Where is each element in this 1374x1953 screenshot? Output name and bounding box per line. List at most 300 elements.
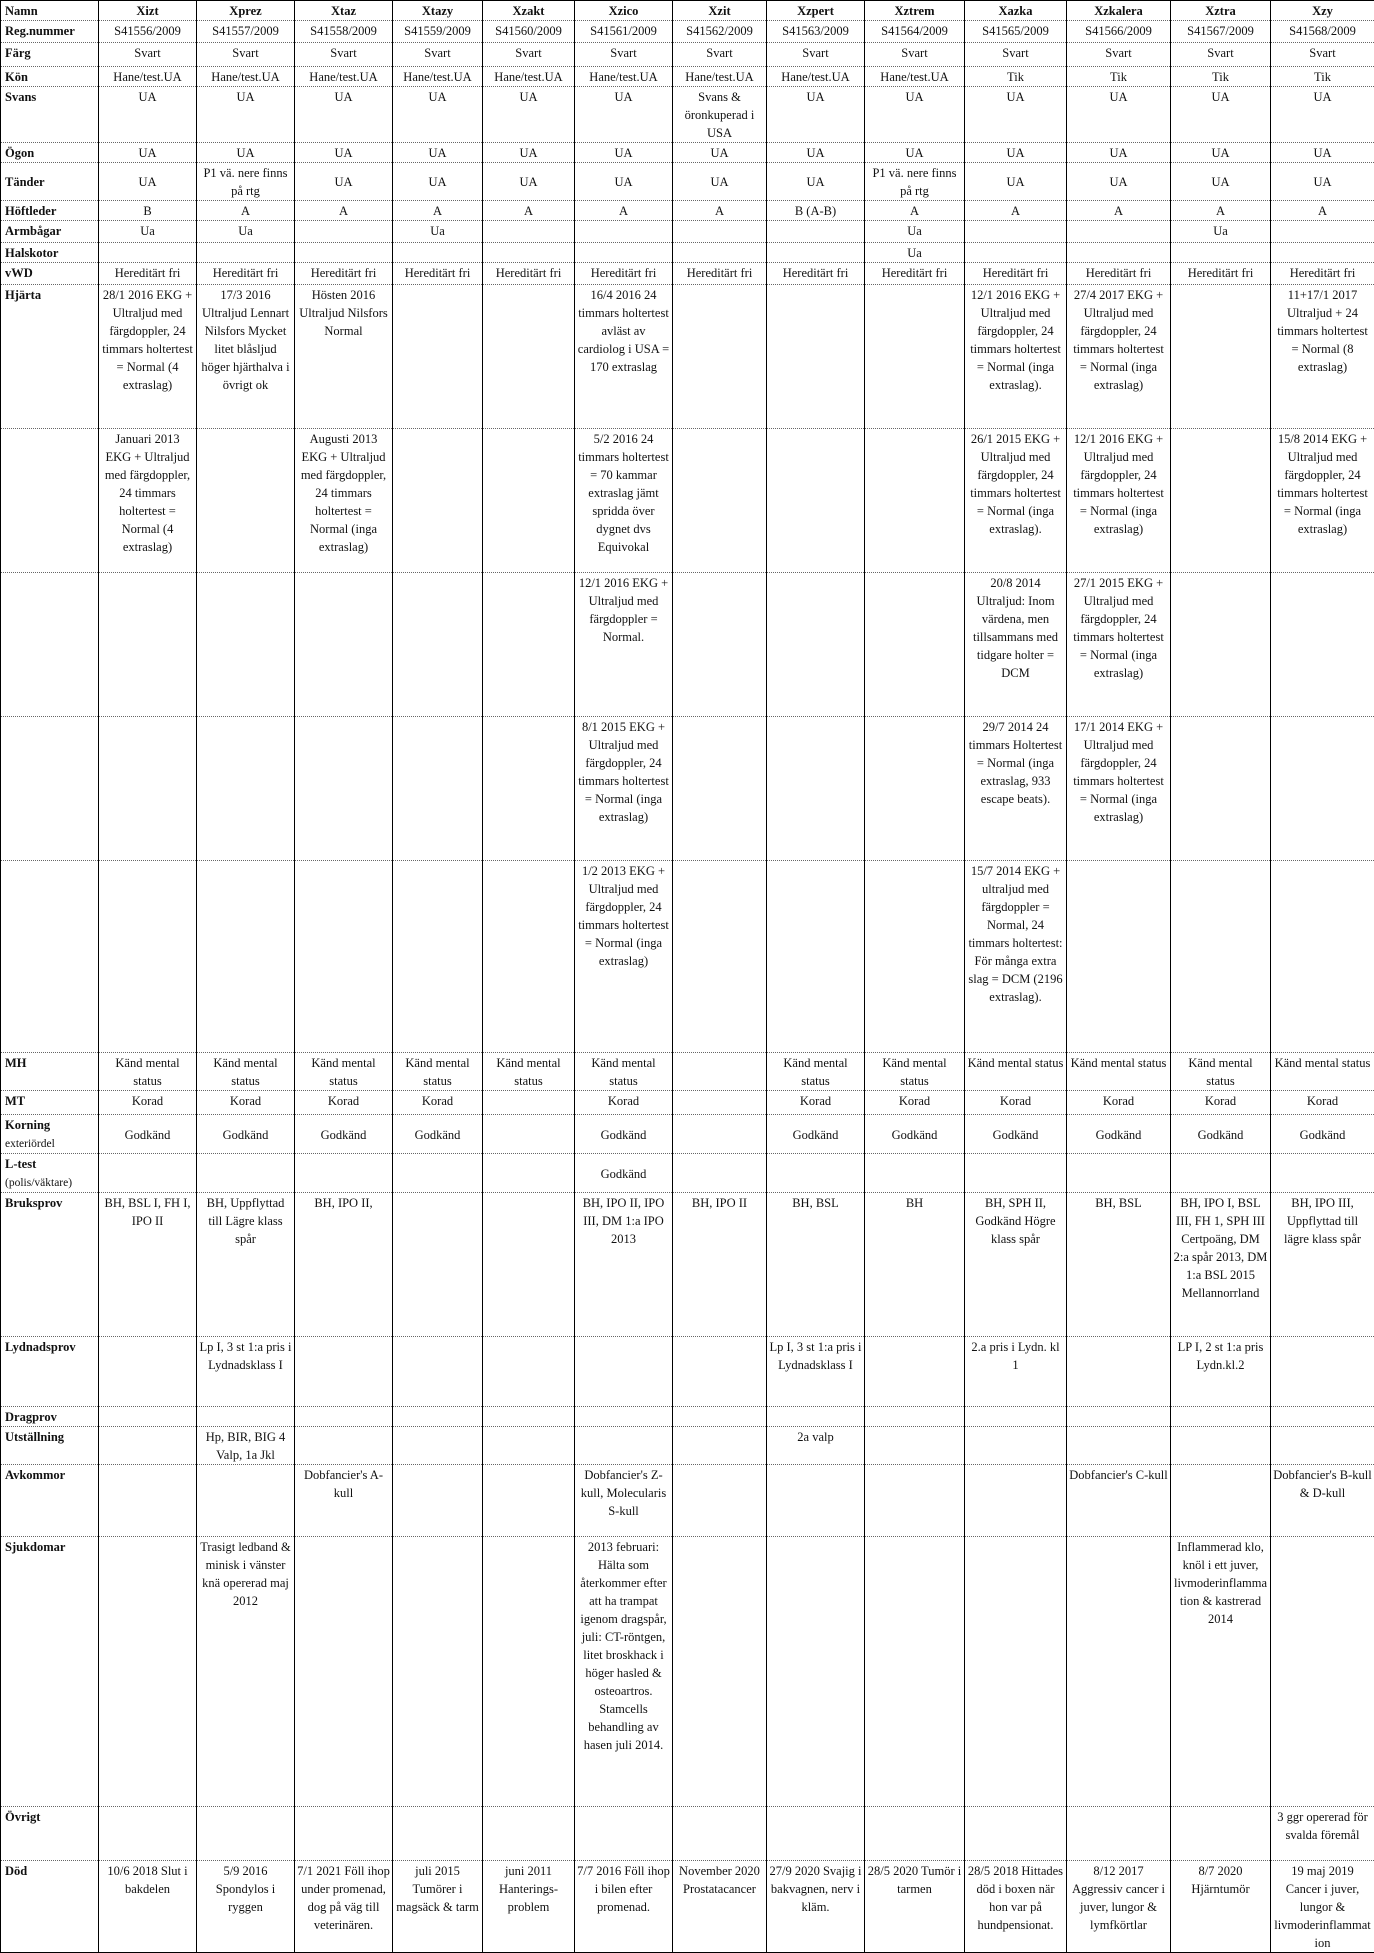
- table-cell: [965, 1154, 1067, 1193]
- row-label-text: Reg.nummer: [5, 24, 75, 38]
- row-label-text: MT: [5, 1094, 25, 1108]
- table-cell: [865, 285, 965, 429]
- table-cell: [1171, 573, 1271, 717]
- table-cell: Känd mental status: [295, 1053, 393, 1091]
- table-cell: [1271, 1337, 1374, 1407]
- table-cell: UA: [483, 163, 575, 201]
- table-cell: 17/3 2016 Ultraljud Lennart Nilsfors Mycket litet blåsljud höger hjärthalva i övrigt ok: [197, 285, 295, 429]
- row-label-text: Armbågar: [5, 224, 61, 238]
- table-cell: Hane/test.UA: [673, 67, 767, 87]
- table-cell: UA: [483, 87, 575, 143]
- row-label: [1, 1091, 99, 1115]
- table-cell: A: [1271, 201, 1374, 221]
- table-cell: [483, 243, 575, 263]
- table-cell: [483, 717, 575, 861]
- row-label: [1, 1537, 99, 1807]
- table-cell: UA: [575, 163, 673, 201]
- row-label-text: Bruksprov: [5, 1196, 62, 1210]
- row-label: [1, 221, 99, 243]
- table-cell: [1067, 221, 1171, 243]
- table-cell: [673, 1407, 767, 1427]
- table-cell: 19 maj 2019 Cancer i juver, lungor & livmoderinflammation: [1271, 1861, 1374, 1953]
- table-cell: P1 vä. nere finns på rtg: [865, 163, 965, 201]
- table-cell: [393, 243, 483, 263]
- table-cell: November 2020 Prostatacancer: [673, 1861, 767, 1953]
- row-label-text: Tänder: [5, 175, 45, 189]
- table-cell: Svart: [575, 43, 673, 67]
- table-cell: 20/8 2014 Ultraljud: Inom värdena, men tillsammans med tidgare holter = DCM: [965, 573, 1067, 717]
- row-label: [1, 1807, 99, 1861]
- table-cell: LP I, 2 st 1:a pris Lydn.kl.2: [1171, 1337, 1271, 1407]
- table-cell: UA: [1271, 143, 1374, 163]
- table-cell: Augusti 2013 EKG + Ultraljud med färgdoppler, 24 timmars holtertest = Normal (inga extraslag): [295, 429, 393, 573]
- table-cell: [673, 1053, 767, 1091]
- table-cell: BH, IPO II: [673, 1193, 767, 1337]
- table-cell: Känd mental status: [767, 1053, 865, 1091]
- table-cell: Känd mental status: [483, 1053, 575, 1091]
- table-cell: [1271, 573, 1374, 717]
- table-row: [1, 1807, 1374, 1861]
- table-cell: 2a valp: [767, 1427, 865, 1465]
- table-cell: [1271, 221, 1374, 243]
- table-cell: [1171, 1465, 1271, 1537]
- row-label: [1, 1427, 99, 1465]
- row-label: [1, 861, 99, 1053]
- table-cell: [99, 243, 197, 263]
- table-cell: [197, 861, 295, 1053]
- table-cell: UA: [393, 143, 483, 163]
- row-label: [1, 163, 99, 201]
- table-cell: Känd mental status: [393, 1053, 483, 1091]
- row-label-text: Sjukdomar: [5, 1540, 65, 1554]
- table-cell: [295, 861, 393, 1053]
- table-cell: UA: [767, 163, 865, 201]
- table-cell: B: [99, 201, 197, 221]
- table-cell: Godkänd: [1171, 1115, 1271, 1154]
- table-cell: [767, 1465, 865, 1537]
- table-row: [1, 573, 1374, 717]
- table-row: [1, 21, 1374, 43]
- table-cell: Hereditärt fri: [673, 263, 767, 285]
- table-cell: UA: [197, 143, 295, 163]
- table-cell: [673, 243, 767, 263]
- table-cell: BH, IPO III, Uppflyttad till lägre klass spår: [1271, 1193, 1374, 1337]
- table-cell: Hösten 2016 Ultraljud Nilsfors Normal: [295, 285, 393, 429]
- table-cell: UA: [1067, 143, 1171, 163]
- table-cell: Korad: [767, 1091, 865, 1115]
- table-cell: Hereditärt fri: [197, 263, 295, 285]
- table-cell: [575, 1807, 673, 1861]
- table-cell: UA: [965, 143, 1067, 163]
- table-cell: [965, 221, 1067, 243]
- row-label: [1, 1407, 99, 1427]
- table-cell: [393, 1193, 483, 1337]
- table-row: [1, 43, 1374, 67]
- row-label: [1, 243, 99, 263]
- table-cell: UA: [295, 87, 393, 143]
- table-cell: 7/1 2021 Föll ihop under promenad, dog på väg till veterinären.: [295, 1861, 393, 1953]
- row-label: [1, 1861, 99, 1953]
- table-cell: Dobfancier's A-kull: [295, 1465, 393, 1537]
- table-cell: Hereditärt fri: [1067, 263, 1171, 285]
- table-cell: 5/9 2016 Spondylos i ryggen: [197, 1861, 295, 1953]
- table-cell: [865, 1537, 965, 1807]
- table-cell: [1067, 1807, 1171, 1861]
- row-label-text: MH: [5, 1056, 27, 1070]
- table-cell: 28/5 2018 Hittades död i boxen när hon var på hundpensionat.: [965, 1861, 1067, 1953]
- row-label: [1, 1465, 99, 1537]
- table-cell: 12/1 2016 EKG + Ultraljud med färgdoppler = Normal.: [575, 573, 673, 717]
- row-label-text: Dragprov: [5, 1410, 57, 1424]
- table-cell: [483, 1407, 575, 1427]
- table-cell: S41564/2009: [865, 21, 965, 43]
- table-cell: Ua: [865, 243, 965, 263]
- table-cell: [673, 429, 767, 573]
- table-cell: 1/2 2013 EKG + Ultraljud med färgdoppler, 24 timmars holtertest = Normal (inga extraslag): [575, 861, 673, 1053]
- table-cell: [673, 1115, 767, 1154]
- table-cell: [865, 1337, 965, 1407]
- table-cell: Hereditärt fri: [1271, 263, 1374, 285]
- row-label: [1, 1337, 99, 1407]
- table-cell: [1271, 243, 1374, 263]
- table-cell: [393, 1537, 483, 1807]
- table-cell: Ua: [99, 221, 197, 243]
- table-cell: UA: [295, 143, 393, 163]
- row-label-text: Övrigt: [5, 1810, 40, 1824]
- table-cell: UA: [483, 143, 575, 163]
- table-cell: [767, 221, 865, 243]
- table-cell: [575, 243, 673, 263]
- table-cell: [673, 1091, 767, 1115]
- table-cell: [575, 1337, 673, 1407]
- table-cell: Svart: [767, 43, 865, 67]
- table-cell: [767, 717, 865, 861]
- table-cell: Hereditärt fri: [965, 263, 1067, 285]
- table-cell: [965, 1465, 1067, 1537]
- table-cell: Inflammerad klo, knöl i ett juver, livmoderinflammation & kastrerad 2014: [1171, 1537, 1271, 1807]
- table-cell: [483, 1115, 575, 1154]
- table-cell: [865, 1807, 965, 1861]
- table-cell: [393, 1807, 483, 1861]
- table-cell: [295, 1807, 393, 1861]
- table-cell: Svart: [965, 43, 1067, 67]
- table-cell: 2.a pris i Lydn. kl 1: [965, 1337, 1067, 1407]
- table-cell: S41566/2009: [1067, 21, 1171, 43]
- table-cell: Korad: [1271, 1091, 1374, 1115]
- table-cell: Tik: [1271, 67, 1374, 87]
- table-row: [1, 717, 1374, 861]
- row-label-text: Död: [5, 1864, 27, 1878]
- table-cell: 15/8 2014 EKG + Ultraljud med färgdoppler, 24 timmars holtertest = Normal (inga extraslag): [1271, 429, 1374, 573]
- table-cell: A: [197, 201, 295, 221]
- table-cell: 7/7 2016 Föll ihop i bilen efter promenad.: [575, 1861, 673, 1953]
- table-cell: [99, 1807, 197, 1861]
- table-cell: Svart: [197, 43, 295, 67]
- table-row: [1, 1091, 1374, 1115]
- row-label: [1, 573, 99, 717]
- table-cell: Känd mental status: [865, 1053, 965, 1091]
- table-cell: Godkänd: [767, 1115, 865, 1154]
- table-cell: Känd mental status: [575, 1053, 673, 1091]
- table-cell: [767, 1537, 865, 1807]
- table-row: [1, 67, 1374, 87]
- table-cell: 10/6 2018 Slut i bakdelen: [99, 1861, 197, 1953]
- table-cell: [1271, 861, 1374, 1053]
- table-cell: BH, BSL I, FH I, IPO II: [99, 1193, 197, 1337]
- table-cell: 8/12 2017 Aggressiv cancer i juver, lungor & lymfkörtlar: [1067, 1861, 1171, 1953]
- table-cell: Svart: [1271, 43, 1374, 67]
- table-row: [1, 285, 1374, 429]
- table-cell: A: [575, 201, 673, 221]
- table-cell: S41557/2009: [197, 21, 295, 43]
- dog-name-header: Xzakt: [483, 1, 575, 21]
- row-label: [1, 1193, 99, 1337]
- table-cell: Svart: [865, 43, 965, 67]
- table-cell: [483, 1427, 575, 1465]
- table-cell: 28/5 2020 Tumör i tarmen: [865, 1861, 965, 1953]
- table-row: [1, 429, 1374, 573]
- table-cell: UA: [197, 87, 295, 143]
- table-row: [1, 87, 1374, 143]
- table-cell: [197, 1465, 295, 1537]
- row-label-text: Ögon: [5, 146, 34, 160]
- dog-name-header: Xtazy: [393, 1, 483, 21]
- table-cell: [767, 243, 865, 263]
- table-cell: [673, 1427, 767, 1465]
- table-cell: [99, 1337, 197, 1407]
- table-cell: BH, IPO II, IPO III, DM 1:a IPO 2013: [575, 1193, 673, 1337]
- table-cell: juni 2011 Hanterings-problem: [483, 1861, 575, 1953]
- table-cell: [673, 573, 767, 717]
- table-cell: S41563/2009: [767, 21, 865, 43]
- table-cell: Känd mental status: [1067, 1053, 1171, 1091]
- table-cell: 29/7 2014 24 timmars Holtertest = Normal (inga extraslag, 933 escape beats).: [965, 717, 1067, 861]
- table-cell: 27/4 2017 EKG + Ultraljud med färgdoppler, 24 timmars holtertest = Normal (inga extraslag): [1067, 285, 1171, 429]
- table-cell: UA: [1271, 87, 1374, 143]
- table-cell: Hereditärt fri: [393, 263, 483, 285]
- table-cell: Hane/test.UA: [197, 67, 295, 87]
- table-cell: S41556/2009: [99, 21, 197, 43]
- dog-name-header: Xizt: [99, 1, 197, 21]
- table-cell: [1171, 1427, 1271, 1465]
- table-cell: Känd mental status: [965, 1053, 1067, 1091]
- table-cell: [673, 1807, 767, 1861]
- table-cell: Korad: [965, 1091, 1067, 1115]
- dog-name-header: Xzit: [673, 1, 767, 21]
- table-cell: Känd mental status: [1171, 1053, 1271, 1091]
- table-cell: UA: [965, 87, 1067, 143]
- table-cell: UA: [673, 163, 767, 201]
- table-cell: [393, 717, 483, 861]
- table-cell: UA: [295, 163, 393, 201]
- table-cell: UA: [673, 143, 767, 163]
- row-label-text: Färg: [5, 46, 31, 60]
- table-cell: UA: [1171, 143, 1271, 163]
- table-cell: [965, 1537, 1067, 1807]
- table-cell: [575, 1407, 673, 1427]
- table-cell: Svart: [673, 43, 767, 67]
- table-cell: [197, 1807, 295, 1861]
- table-cell: [673, 221, 767, 243]
- table-cell: [1171, 243, 1271, 263]
- table-cell: [295, 1407, 393, 1427]
- table-cell: Hereditärt fri: [483, 263, 575, 285]
- table-cell: A: [865, 201, 965, 221]
- table-cell: juli 2015 Tumörer i magsäck & tarm: [393, 1861, 483, 1953]
- table-cell: 12/1 2016 EKG + Ultraljud med färgdoppler, 24 timmars holtertest = Normal (inga extraslag).: [965, 285, 1067, 429]
- row-label: [1, 67, 99, 87]
- table-cell: [575, 221, 673, 243]
- row-label-text: Halskotor: [5, 246, 58, 260]
- row-label: [1, 201, 99, 221]
- table-cell: [767, 861, 865, 1053]
- row-label-text: Korning: [5, 1118, 50, 1132]
- table-cell: [1067, 1154, 1171, 1193]
- table-cell: Hereditärt fri: [295, 263, 393, 285]
- table-row: [1, 243, 1374, 263]
- table-cell: [1171, 1154, 1271, 1193]
- row-label: [1, 43, 99, 67]
- table-cell: Tik: [1067, 67, 1171, 87]
- table-cell: Hane/test.UA: [865, 67, 965, 87]
- row-label-text: vWD: [5, 266, 33, 280]
- table-cell: [99, 717, 197, 861]
- table-cell: BH, IPO I, BSL III, FH 1, SPH III Certpoäng, DM 2:a spår 2013, DM 1:a BSL 2015 Mellannorrland: [1171, 1193, 1271, 1337]
- row-label: [1, 717, 99, 861]
- table-cell: S41560/2009: [483, 21, 575, 43]
- table-cell: Hereditärt fri: [99, 263, 197, 285]
- table-cell: [673, 1465, 767, 1537]
- table-cell: [393, 285, 483, 429]
- table-cell: [295, 573, 393, 717]
- table-cell: Ua: [197, 221, 295, 243]
- dog-name-header: Xzico: [575, 1, 673, 21]
- table-cell: [865, 1465, 965, 1537]
- table-cell: [767, 1154, 865, 1193]
- table-row: [1, 143, 1374, 163]
- table-cell: [965, 1427, 1067, 1465]
- table-cell: Januari 2013 EKG + Ultraljud med färgdoppler, 24 timmars holtertest = Normal (4 extraslag): [99, 429, 197, 573]
- table-cell: 3 ggr opererad för svalda föremål: [1271, 1807, 1374, 1861]
- table-cell: BH: [865, 1193, 965, 1337]
- table-row: [1, 1115, 1374, 1154]
- table-cell: UA: [865, 143, 965, 163]
- table-cell: A: [295, 201, 393, 221]
- table-cell: UA: [575, 87, 673, 143]
- row-label-text: Svans: [5, 90, 36, 104]
- table-cell: [295, 1537, 393, 1807]
- table-cell: 27/1 2015 EKG + Ultraljud med färgdoppler, 24 timmars holtertest = Normal (inga extraslag): [1067, 573, 1171, 717]
- table-cell: Känd mental status: [1271, 1053, 1374, 1091]
- table-cell: [673, 1537, 767, 1807]
- row-label-sub: exteriördel: [5, 1138, 55, 1150]
- table-cell: [767, 573, 865, 717]
- table-cell: Ua: [1171, 221, 1271, 243]
- table-cell: Hereditärt fri: [575, 263, 673, 285]
- table-cell: [865, 1427, 965, 1465]
- table-cell: Korad: [99, 1091, 197, 1115]
- table-cell: [673, 1337, 767, 1407]
- table-cell: [483, 1154, 575, 1193]
- row-label-sub: (polis/väktare): [5, 1177, 72, 1189]
- table-cell: [767, 1807, 865, 1861]
- table-row: [1, 861, 1374, 1053]
- table-cell: 8/1 2015 EKG + Ultraljud med färgdoppler, 24 timmars holtertest = Normal (inga extraslag): [575, 717, 673, 861]
- table-cell: 11+17/1 2017 Ultraljud + 24 timmars holtertest = Normal (8 extraslag): [1271, 285, 1374, 429]
- table-cell: Svart: [99, 43, 197, 67]
- table-cell: A: [1067, 201, 1171, 221]
- table-cell: UA: [99, 87, 197, 143]
- table-cell: [767, 1407, 865, 1427]
- table-cell: BH, BSL: [1067, 1193, 1171, 1337]
- table-cell: [483, 1537, 575, 1807]
- table-row: [1, 263, 1374, 285]
- table-cell: UA: [393, 163, 483, 201]
- table-cell: [483, 1337, 575, 1407]
- table-cell: [393, 1154, 483, 1193]
- table-cell: UA: [393, 87, 483, 143]
- table-cell: A: [393, 201, 483, 221]
- table-cell: [1271, 1154, 1374, 1193]
- table-cell: Godkänd: [1067, 1115, 1171, 1154]
- table-row: [1, 1465, 1374, 1537]
- table-cell: Tik: [1171, 67, 1271, 87]
- table-cell: [99, 1407, 197, 1427]
- table-cell: S41561/2009: [575, 21, 673, 43]
- table-cell: [99, 573, 197, 717]
- table-cell: Ua: [865, 221, 965, 243]
- table-cell: [99, 861, 197, 1053]
- table-cell: [865, 1407, 965, 1427]
- table-cell: [483, 1091, 575, 1115]
- table-cell: Ua: [393, 221, 483, 243]
- table-cell: UA: [99, 143, 197, 163]
- table-cell: [865, 1154, 965, 1193]
- table-cell: 16/4 2016 24 timmars holtertest avläst av cardiolog i USA = 170 extraslag: [575, 285, 673, 429]
- table-cell: [865, 429, 965, 573]
- table-cell: S41565/2009: [965, 21, 1067, 43]
- table-cell: Korad: [393, 1091, 483, 1115]
- table-cell: [965, 1407, 1067, 1427]
- dog-name-header: Xzkalera: [1067, 1, 1171, 21]
- table-cell: Hereditärt fri: [1171, 263, 1271, 285]
- header-label: Namn: [1, 1, 99, 21]
- row-label: [1, 87, 99, 143]
- table-cell: Dobfancier's B-kull & D-kull: [1271, 1465, 1374, 1537]
- table-row: [1, 1537, 1374, 1807]
- table-cell: UA: [1171, 163, 1271, 201]
- table-row: [1, 1053, 1374, 1091]
- table-cell: [1171, 1407, 1271, 1427]
- table-cell: [865, 861, 965, 1053]
- table-cell: 5/2 2016 24 timmars holtertest = 70 kammar extraslag jämt spridda över dygnet dvs Equivokal: [575, 429, 673, 573]
- table-cell: UA: [767, 143, 865, 163]
- table-cell: [295, 221, 393, 243]
- table-cell: [767, 429, 865, 573]
- table-cell: Hane/test.UA: [575, 67, 673, 87]
- table-cell: UA: [767, 87, 865, 143]
- table-cell: 28/1 2016 EKG + Ultraljud med färgdoppler, 24 timmars holtertest = Normal (4 extraslag): [99, 285, 197, 429]
- table-row: [1, 221, 1374, 243]
- table-cell: Godkänd: [197, 1115, 295, 1154]
- table-cell: [965, 1807, 1067, 1861]
- table-cell: Hane/test.UA: [483, 67, 575, 87]
- table-cell: P1 vä. nere finns på rtg: [197, 163, 295, 201]
- table-cell: UA: [1171, 87, 1271, 143]
- dog-name-header: Xprez: [197, 1, 295, 21]
- table-cell: UA: [965, 163, 1067, 201]
- dog-name-header: Xazka: [965, 1, 1067, 21]
